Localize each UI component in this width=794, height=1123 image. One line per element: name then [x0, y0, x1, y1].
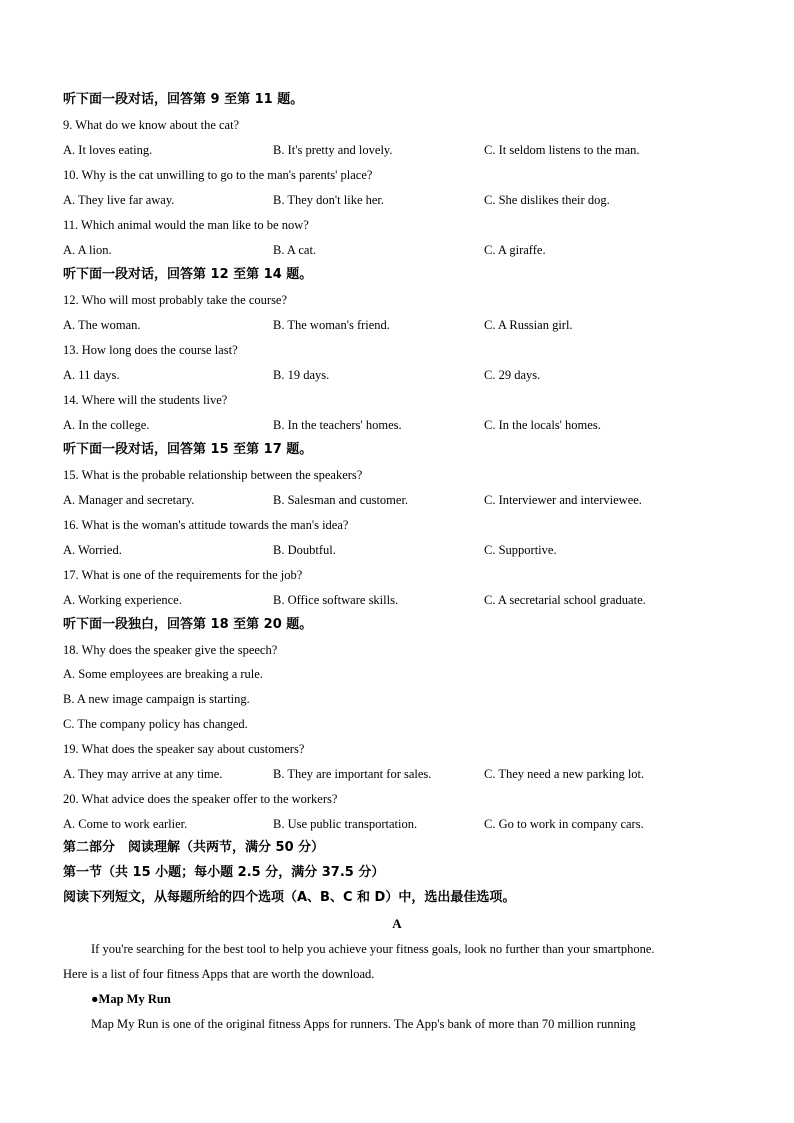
question-20: 20. What advice does the speaker offer to the workers?	[63, 792, 338, 806]
question-11: 11. Which animal would the man like to be now?	[63, 218, 309, 232]
q18-option-c: C. The company policy has changed.	[63, 717, 248, 731]
q20-option-c: C. Go to work in company cars.	[484, 817, 644, 831]
q9-option-c: C. It seldom listens to the man.	[484, 143, 640, 157]
q9-option-a: A. It loves eating.	[63, 143, 153, 157]
q18-option-b: B. A new image campaign is starting.	[63, 692, 250, 706]
q13-option-c: C. 29 days.	[484, 368, 541, 382]
q18-option-a: A. Some employees are breaking a rule.	[63, 667, 263, 681]
passage-label: A	[392, 916, 402, 931]
question-10: 10. Why is the cat unwilling to go to the man's parents' place?	[63, 168, 373, 182]
q16-option-c: C. Supportive.	[484, 543, 557, 557]
q14-option-a: A. In the college.	[63, 418, 150, 432]
question-18: 18. Why does the speaker give the speech?	[63, 643, 278, 657]
q16-option-b: B. Doubtful.	[273, 543, 336, 557]
q15-option-c: C. Interviewer and interviewee.	[484, 493, 642, 507]
q17-option-a: A. Working experience.	[63, 593, 182, 607]
part2-instruction: 阅读下列短文，从每题所给的四个选项（A、B、C 和 D）中，选出最佳选项。	[63, 890, 516, 905]
q19-option-b: B. They are important for sales.	[273, 767, 432, 781]
q20-option-a: A. Come to work earlier.	[63, 817, 188, 831]
question-14: 14. Where will the students live?	[63, 393, 228, 407]
question-13: 13. How long does the course last?	[63, 343, 238, 357]
section-heading: 听下面一段对话，回答第 9 至第 11 题。	[63, 92, 304, 107]
section-heading: 听下面一段对话，回答第 15 至第 17 题。	[63, 442, 313, 457]
q19-option-c: C. They need a new parking lot.	[484, 767, 645, 781]
q11-option-b: B. A cat.	[273, 243, 317, 257]
q12-option-c: C. A Russian girl.	[484, 318, 573, 332]
question-16: 16. What is the woman's attitude towards the man's idea?	[63, 518, 349, 532]
part2-section1-title: 第一节（共 15 小题；每小题 2.5 分，满分 37.5 分）	[63, 865, 385, 880]
q13-option-a: A. 11 days.	[63, 368, 120, 382]
q19-option-a: A. They may arrive at any time.	[63, 767, 223, 781]
section-heading: 听下面一段独白，回答第 18 至第 20 题。	[63, 617, 313, 632]
part2-title: 第二部分 阅读理解（共两节，满分 50 分）	[63, 840, 325, 855]
q9-option-b: B. It's pretty and lovely.	[273, 143, 393, 157]
q14-option-c: C. In the locals' homes.	[484, 418, 601, 432]
section-heading: 听下面一段对话，回答第 12 至第 14 题。	[63, 267, 313, 282]
q10-option-b: B. They don't like her.	[273, 193, 385, 207]
passage-paragraph-line: Here is a list of four fitness Apps that are worth the download.	[63, 967, 375, 981]
q16-option-a: A. Worried.	[63, 543, 122, 557]
q17-option-b: B. Office software skills.	[273, 593, 399, 607]
q12-option-a: A. The woman.	[63, 318, 141, 332]
passage-paragraph-line: If you're searching for the best tool to help you achieve your fitness goals, look no further than your smartphone.	[91, 942, 655, 956]
question-19: 19. What does the speaker say about customers?	[63, 742, 305, 756]
question-9: 9. What do we know about the cat?	[63, 118, 240, 132]
question-12: 12. Who will most probably take the course?	[63, 293, 288, 307]
q20-option-b: B. Use public transportation.	[273, 817, 418, 831]
q10-option-a: A. They live far away.	[63, 193, 175, 207]
question-17: 17. What is one of the requirements for the job?	[63, 568, 303, 582]
q15-option-b: B. Salesman and customer.	[273, 493, 409, 507]
q11-option-c: C. A giraffe.	[484, 243, 546, 257]
q15-option-a: A. Manager and secretary.	[63, 493, 195, 507]
q10-option-c: C. She dislikes their dog.	[484, 193, 610, 207]
app-heading-map-my-run: ●Map My Run	[91, 992, 171, 1006]
passage-paragraph-line: Map My Run is one of the original fitness Apps for runners. The App's bank of more than 70 million running	[91, 1017, 636, 1031]
q13-option-b: B. 19 days.	[273, 368, 330, 382]
q12-option-b: B. The woman's friend.	[273, 318, 390, 332]
question-15: 15. What is the probable relationship between the speakers?	[63, 468, 363, 482]
q17-option-c: C. A secretarial school graduate.	[484, 593, 646, 607]
q14-option-b: B. In the teachers' homes.	[273, 418, 402, 432]
q11-option-a: A. A lion.	[63, 243, 112, 257]
